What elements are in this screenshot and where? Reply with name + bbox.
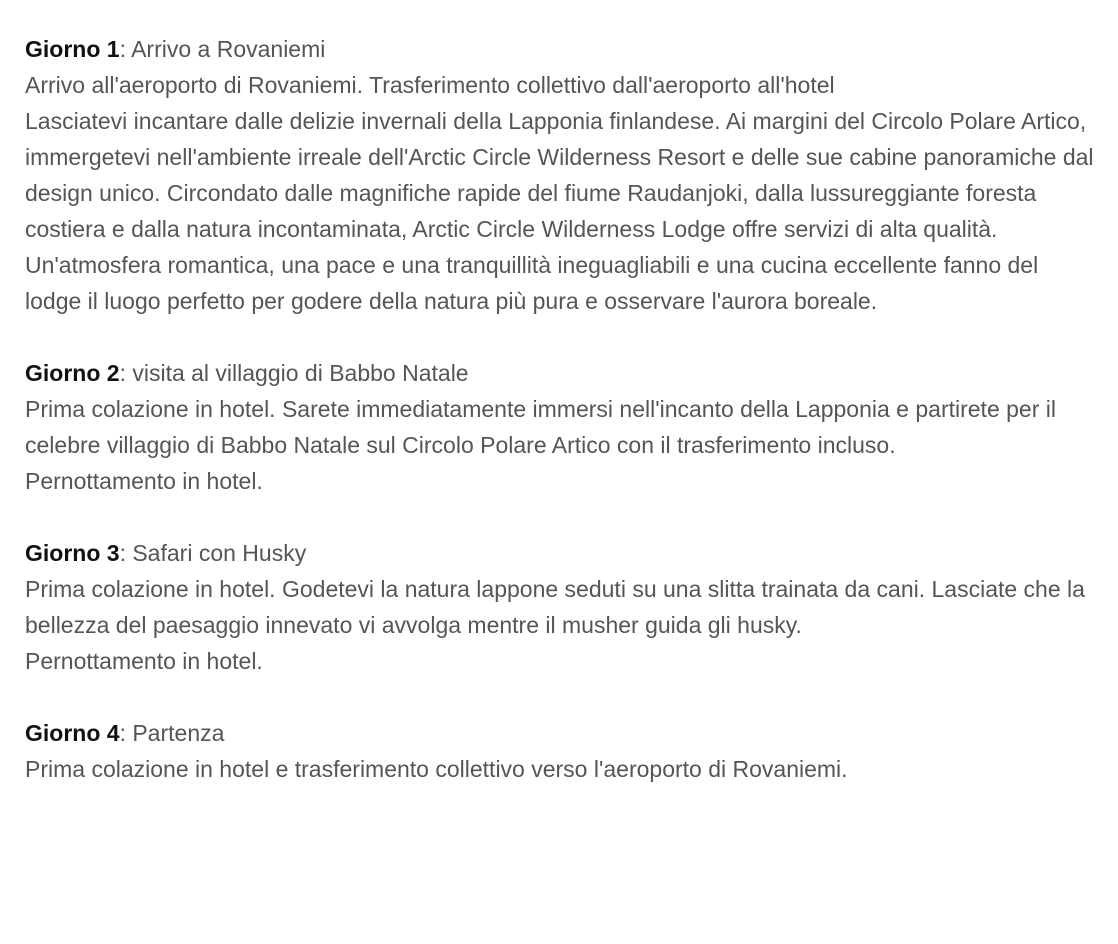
day-title: : Safari con Husky [119,540,307,566]
day-3 [25,535,1097,679]
day-paragraph: Lasciatevi incantare dalle delizie invernali della Lapponia finlandese. Ai margini del Circolo Polare Artico, immergetevi nell'ambiente irreale dell'Arctic Circle Wilderness Resort e delle sue cabine panoramiche dal design unico. Circondato dalle magnifiche rapide del fiume Raudanjoki, dalla lussureggiante foresta costiera e dalla natura incontaminata, Arctic Circle Wilderness Lodge offre servizi di alta qualità. [25,108,1094,242]
day-label: Giorno 2 [25,360,120,386]
day-paragraph: Prima colazione in hotel e trasferimento collettivo verso l'aeroporto di Rovaniemi. [25,756,848,782]
day-paragraph: Pernottamento in hotel. [25,468,263,494]
day-label: Giorno 3 [25,540,120,566]
day-label: Giorno 1 [25,36,120,62]
day-heading [25,715,1097,751]
day-paragraph: Arrivo all'aeroporto di Rovaniemi. Trasferimento collettivo dall'aeroporto all'hotel [25,72,835,98]
day-heading [25,31,1097,67]
day-4 [25,715,1097,787]
day-heading [25,355,1097,391]
day-paragraph: Prima colazione in hotel. Sarete immediatamente immersi nell'incanto della Lapponia e partirete per il celebre villaggio di Babbo Natale sul Circolo Polare Artico con il trasferimento incluso. [25,396,1056,458]
day-label: Giorno 4 [25,720,120,746]
itinerary [25,31,1097,787]
day-paragraph: Prima colazione in hotel. Godetevi la natura lappone seduti su una slitta trainata da cani. Lasciate che la bellezza del paesaggio innevato vi avvolga mentre il musher guida gli husky. [25,576,1085,638]
day-title: : Arrivo a Rovaniemi [119,36,326,62]
day-paragraph: Un'atmosfera romantica, una pace e una tranquillità ineguagliabili e una cucina eccellente fanno del lodge il luogo perfetto per godere della natura più pura e osservare l'aurora boreale. [25,252,1039,314]
day-title: : Partenza [119,720,225,746]
day-paragraph: Pernottamento in hotel. [25,648,263,674]
day-heading [25,535,1097,571]
day-2 [25,355,1097,499]
day-title: : visita al villaggio di Babbo Natale [119,360,469,386]
day-1 [25,31,1097,319]
